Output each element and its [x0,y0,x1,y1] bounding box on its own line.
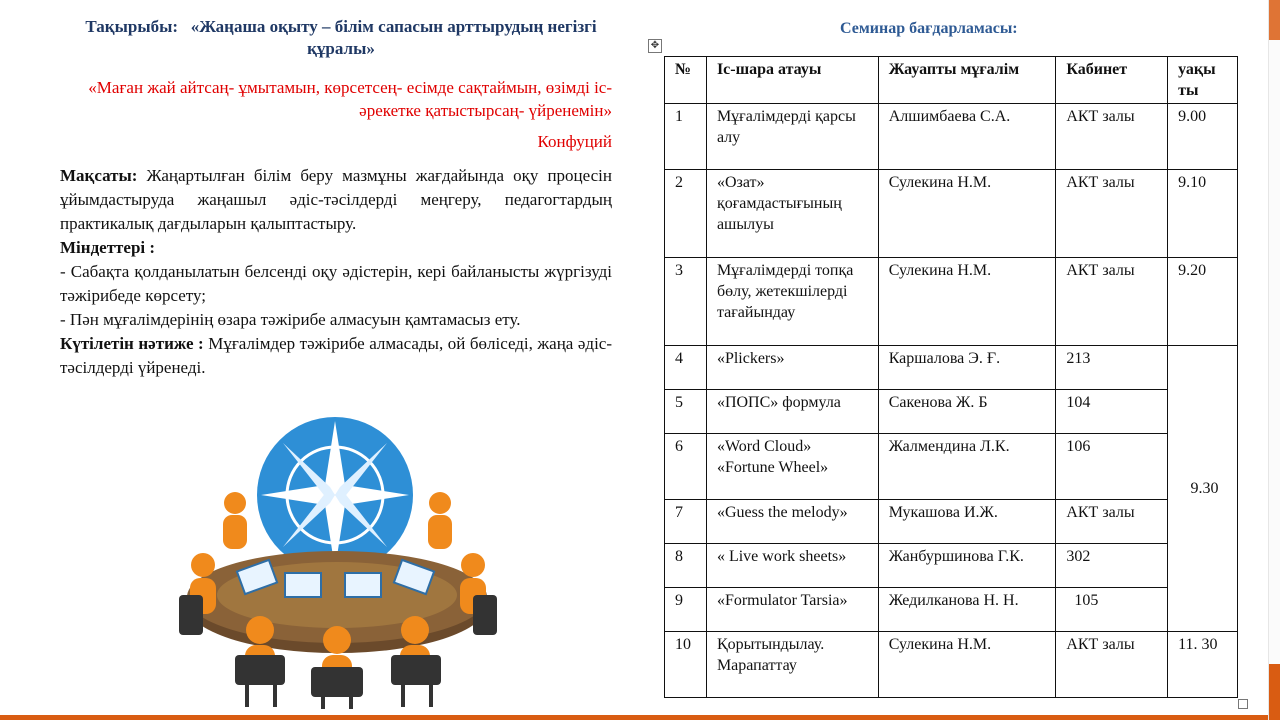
edge-accent-top [1269,0,1280,40]
table-move-handle-icon[interactable]: ✥ [648,39,662,53]
event-fortune-wheel: «Fortune Wheel» [716,459,829,476]
event-word-cloud: «Word Cloud» [716,438,812,455]
header-room: Кабинет [1056,57,1168,104]
compass-star-icon [257,417,413,573]
topic-label: Тақырыбы: [85,17,179,36]
topic-heading [60,16,612,60]
merged-time-cell: 9.30 [1168,346,1238,632]
header-teacher: Жауапты мұғалім [878,57,1056,104]
left-column [60,16,612,380]
table-header-row [665,57,1238,104]
topic-text: «Жаңаша оқыту – білім сапасын арттырудың негізгі құралы» [190,17,597,58]
slide-bottom-bar [0,715,1268,720]
quote-text: «Маған жай айтсаң- ұмытамын, көрсетсең- есімде сақтаймын, өзімді іс-әрекетке қатыстырсаң- үйренемін» [88,78,612,120]
table-row: 9 «Formulator Tarsia» Жедилканова Н. Н. 105 [665,588,1238,632]
table-row: 8 « Live work sheets» Жанбуршинова Г.К. 302 [665,544,1238,588]
task-item-2: - Пән мұғалімдерінің өзара тәжірибе алмасуын қамтамасыз ету. [60,310,521,329]
tasks-label: Міндеттері : [60,238,156,257]
header-number: № [665,57,707,104]
quote-author: Конфуций [537,132,612,151]
result-label: Күтілетін нәтиже : [60,334,204,353]
goal-paragraph [60,164,612,236]
table-row: 5 «ПОПС» формула Сакенова Ж. Б 104 [665,390,1238,434]
table-row: 4 «Plickers» Каршалова Э. Ғ. 213 9.30 [665,346,1238,390]
table-row: 10 Қорытындылау. Марапаттау Сулекина Н.М. АКТ залы 11. 30 [665,632,1238,698]
header-time: уақы ты [1168,57,1238,104]
result-paragraph [60,332,612,380]
seminar-program-table [664,56,1238,698]
goal-text: Жаңартылған білім беру мазмұны жағдайында оқу процесін ұйымдастыруда жаңашыл әдіс-тәсілдерді меңгеру, педагогтардың практикалық дағдыларын қалыптастыру. [60,166,612,233]
edge-accent-bottom [1269,664,1280,720]
goals-section [60,164,612,380]
seminar-title: Семинар бағдарламасы: [840,20,1018,37]
header-event: Іс-шара атауы [706,57,878,104]
table-row: 1 Мұғалімдерді қарсы алу Алшимбаева С.А. АКТ залы 9.00 [665,104,1238,170]
task-item-1: - Сабақта қолданылатын белсенді оқу әдістерін, кері байланысты жүргізуді тәжірибеде көрсету; [60,262,612,305]
table-row: 6 «Word Cloud» «Fortune Wheel» Жалмендина Л.К. 106 [665,434,1238,500]
table-row: 3 Мұғалімдерді топқа бөлу, жетекшілерді тағайындау Сулекина Н.М. АКТ залы 9.20 [665,258,1238,346]
table-resize-handle[interactable] [1238,699,1248,709]
table-row: 2 «Озат» қоғамдастығының ашылуы Сулекина Н.М. АКТ залы 9.10 [665,170,1238,258]
result-text: Мұғалімдер тәжірибе алмасады, ой бөліседі, жаңа әдіс-тәсілдерді үйренеді. [60,334,612,377]
slide-edge-bar [1268,0,1280,720]
goal-label: Мақсаты: [60,166,138,185]
people-around-table-icon [165,415,510,710]
table-row: 7 «Guess the melody» Мукашова И.Ж. АКТ залы [665,500,1238,544]
